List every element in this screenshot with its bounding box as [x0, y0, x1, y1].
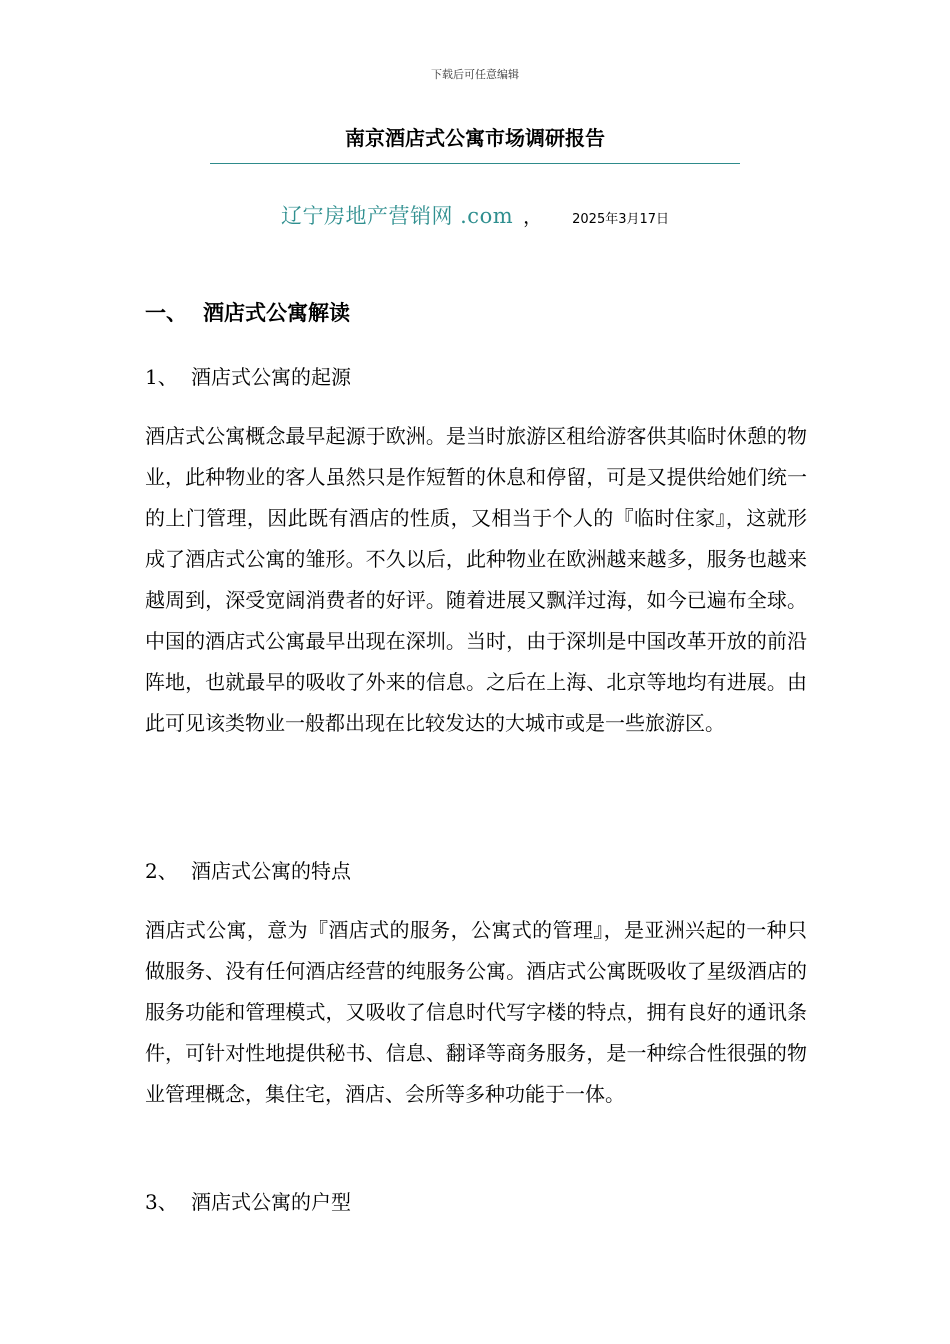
section-title: 酒店式公寓解读	[203, 301, 350, 325]
subsection-title: 酒店式公寓的特点	[191, 859, 351, 883]
subsection-heading-layout	[145, 1186, 351, 1215]
header-note: 下载后可任意编辑	[431, 68, 519, 81]
document-title: 南京酒店式公寓市场调研报告	[345, 126, 605, 150]
byline-date: 2025年3月17日	[572, 212, 670, 227]
byline-separator: ，	[523, 206, 543, 228]
subsection-heading-origin	[145, 361, 351, 390]
byline-source: 辽宁房地产营销网 .com	[280, 204, 514, 228]
subsection-number: 3、	[145, 1190, 178, 1214]
paragraph-origin: 酒店式公寓概念最早起源于欧洲。是当时旅游区租给游客供其临时休憩的物业，此种物业的客人虽然只是作短暂的休息和停留，可是又提供给她们统一的上门管理，因此既有酒店的性质，又相当于个人的『临时住家』，这就形成了酒店式公寓的雏形。不久以后，此种物业在欧洲越来越多，服务也越来越周到，深受宽阔消费者的好评。随着进展又飘洋过海，如今已遍布全球。中国的酒店式公寓最早出现在深圳。当时，由于深圳是中国改革开放的前沿阵地，也就最早的吸收了外来的信息。之后在上海、北京等地均有进展。由此可见该类物业一般都出现在比较发达的大城市或是一些旅游区。	[145, 424, 807, 735]
byline	[0, 200, 950, 230]
subsection-number: 2、	[145, 859, 178, 883]
subsection-title: 酒店式公寓的起源	[191, 365, 351, 389]
title-underline	[210, 163, 740, 164]
section-heading	[145, 297, 350, 327]
subsection-heading-features	[145, 855, 351, 884]
paragraph-features: 酒店式公寓，意为『酒店式的服务，公寓式的管理』，是亚洲兴起的一种只做服务、没有任何酒店经营的纯服务公寓。酒店式公寓既吸收了星级酒店的服务功能和管理模式，又吸收了信息时代写字楼的特点，拥有良好的通讯条件，可针对性地提供秘书、信息、翻译等商务服务，是一种综合性很强的物业管理概念，集住宅，酒店、会所等多种功能于一体。	[145, 918, 807, 1106]
subsection-title: 酒店式公寓的户型	[191, 1190, 351, 1214]
subsection-number: 1、	[145, 365, 178, 389]
section-number: 一、	[145, 301, 187, 325]
